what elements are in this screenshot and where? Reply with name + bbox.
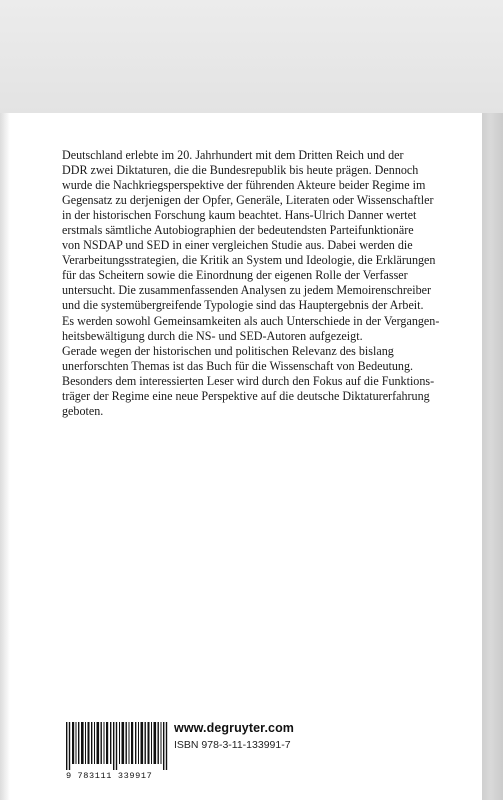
blurb-text: Deutschland erlebte im 20. Jahrhundert mit dem Dritten Reich und der DDR zwei Diktaturen, die die Bundesrepublik bis heute prägen. Dennoch wurde die Nachkriegsperspektive der führenden Akteure beider Regime im Gegensatz zu derjenigen der Opfer, Generäle, Literaten oder Wissenschaftler in der historischen Forschung kaum beachtet. Hans-Ulrich Danner wertet erstmals sämtliche Autobiographien der bedeutendsten Parteifunktionäre von NSDAP und SED in einer vergleichen Studie aus. Dabei werden die Verarbeitungsstrategien, die Kritik an System und Ideologie, die Erklärungen für das Scheitern sowie die Einordnung der eigenen Rolle der Verfasser untersucht. Die zusammenfassenden Analysen zu jedem Memoirenschreiber und die systemübergreifende Typologie sind das Hauptergebnis der Arbeit. Es werden sowohl Gemeinsamkeiten als auch Unterschiede in der Vergangen- heitsbewältigung durch die NS- und SED-Autoren aufgezeigt. Gerade wegen der historischen und politischen Relevanz des bislang unerforschten Themas ist das Buch für die Wissenschaft von Bedeutung. Besonders dem interessierten Leser wird durch den Fokus auf die Funktions- träger der Regime eine neue Perspektive auf die deutsche Diktaturerfahrung geboten. xyxy=(62,148,440,418)
left-edge-shadow xyxy=(0,113,10,800)
isbn-number: ISBN 978-3-11-133991-7 xyxy=(174,739,291,751)
spine-strip xyxy=(482,113,503,800)
barcode-bars xyxy=(66,722,170,770)
publisher-url: www.degruyter.com xyxy=(174,721,295,735)
barcode xyxy=(66,722,170,782)
barcode-digits: 9 783111 339917 xyxy=(66,771,153,781)
top-band xyxy=(0,0,503,113)
